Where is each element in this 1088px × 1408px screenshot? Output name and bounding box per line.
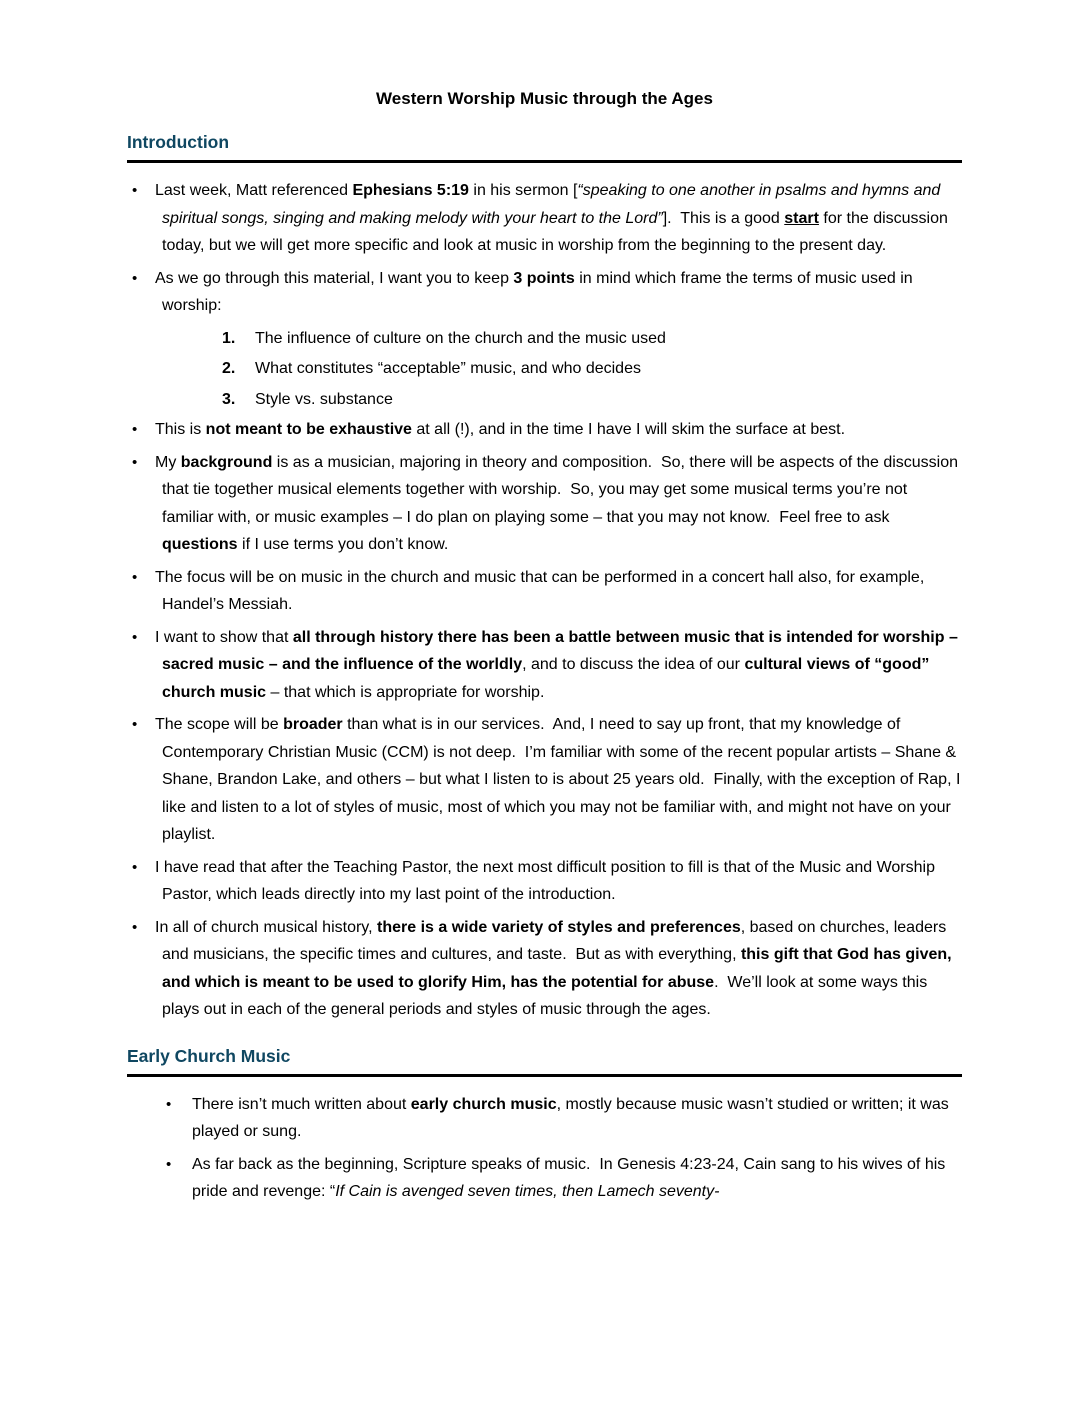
bullet-item [127,177,962,260]
numbered-item [127,386,962,414]
text-run: If Cain is avenged seven times, then Lamech seventy- [335,1183,720,1200]
section-heading: Introduction [127,132,962,163]
text-run: is as a musician, majoring in theory and composition. So, there will be aspects of the discussion that tie together musical elements together with worship. So, you may get some musical terms you’re not familiar with, or music examples – I do plan on playing some – that you may not know. Feel free to ask [162,453,963,526]
bullet-text [127,177,962,260]
numbered-text [127,355,962,383]
text-run: , and to discuss the idea of our [522,656,745,673]
bullet-icon: • [132,453,138,471]
numbered-text [127,325,962,353]
bullet-text [127,265,962,320]
bullet-item [127,711,965,849]
document-body [127,88,965,1206]
section-body [127,1091,962,1206]
text-run: What constitutes “acceptable” music, and who decides [255,360,641,377]
text-run: 3 points [513,269,575,287]
bullet-text [127,416,962,444]
text-run: start [784,209,819,227]
text-run: not meant to be exhaustive [205,421,412,438]
bullet-item [127,624,962,707]
text-run: As far back as the beginning, Scripture speaks of music. In Genesis 4:23-24, Cain sang to his wives of his pride and revenge: “ [192,1155,950,1200]
numbered-item [127,325,962,353]
bullet-item [127,1091,962,1146]
section-heading: Early Church Music [127,1046,962,1077]
text-run: I have read that after the Teaching Pastor, the next most difficult position to fill is that of the Music and Worship Pastor, which leads directly into my last point of the introduction. [155,858,940,903]
text-run: . We’ll look at some ways this plays out in each of the general periods and styles of music through the ages. [162,973,932,1018]
text-run: Ephesians 5:19 [352,182,469,199]
text-run: – that which is appropriate for worship. [266,683,545,701]
text-run: for the discussion today, but we will get more specific and look at music in worship from the beginning to the present day. [162,209,953,254]
bullet-text [127,914,962,1024]
text-run: As we go through this material, I want you to keep [155,269,514,287]
text-run: all through history there has been a battle between music that is intended for worship – sacred music – and the influence of the worldly [162,628,963,673]
text-run: questions [162,536,238,553]
text-run: ]. This is a good [662,209,785,227]
text-run: I want to show that [155,628,293,646]
text-run: This is [155,421,206,438]
bullet-text [127,624,962,707]
text-run: cultural views of “good” church music [162,656,934,701]
text-run: The influence of culture on the church and the music used [255,329,666,347]
bullet-icon: • [132,568,138,586]
text-run: there is a wide variety of styles and preferences [377,918,741,936]
text-run: at all (!), and in the time I have I will skim the surface at best. [411,421,846,438]
text-run: In all of church musical history, [155,918,378,936]
text-run: Last week, Matt referenced [155,182,353,199]
number-label: 1. [222,329,236,347]
number-label: 3. [222,390,236,408]
number-label: 2. [222,360,236,377]
numbered-item [127,355,962,383]
text-run: early church music [410,1095,557,1113]
bullet-text [127,711,965,849]
document-title [127,88,962,110]
bullet-icon: • [132,628,138,646]
text-run: , mostly because music wasn’t studied or written; it was played or sung. [192,1095,954,1140]
bullet-icon: • [132,918,138,936]
bullet-icon: • [166,1155,172,1173]
text-run: broader [283,716,343,733]
bullet-text [127,449,962,559]
text-run: this gift that God has given, and which is meant to be used to glorify Him, has the potential for abuse [162,946,957,991]
text-run: Style vs. substance [255,390,393,408]
bullet-text [127,1151,962,1206]
text-run: than what is in our services. And, I need to say up front, that my knowledge of Contemporary Christian Music (CCM) is not deep. I’m familiar with some of the recent popular artists – Shane & Shane, Brandon Lake, and others – but what I listen to is about 25 years old. Finally, with the exception of Rap, I like and listen to a lot of styles of music, most of which you may not be familiar with, and might not have on your playlist. [162,716,965,843]
bullet-text [127,1091,962,1146]
bullet-text [127,564,962,619]
text-run: in his sermon [ [468,182,578,199]
bullet-icon: • [132,182,138,199]
section-body [127,177,965,1024]
text-run: , based on churches, leaders and musicians, the specific times and cultures, and taste. But as with everything, [162,918,951,963]
bullet-item [127,564,962,619]
bullet-item [127,265,962,320]
text-run: Western Worship Music through the Ages [376,89,713,108]
bullet-icon: • [132,716,138,733]
bullet-icon: • [132,421,138,438]
text-run: My [155,453,181,471]
bullet-icon: • [132,858,138,876]
bullet-item [127,1151,962,1206]
bullet-icon: • [166,1095,172,1113]
text-run: background [180,453,273,471]
text-run: The focus will be on music in the church and music that can be performed in a concert hall also, for example, Handel’s Messiah. [155,568,929,613]
text-run: if I use terms you don’t know. [237,536,449,553]
text-run: There isn’t much written about [192,1095,411,1113]
text-run: The scope will be [155,716,284,733]
bullet-text [127,854,962,909]
numbered-text [127,386,962,414]
bullet-item [127,914,962,1024]
bullet-item [127,854,962,909]
bullet-item [127,449,962,559]
text-run: in mind which frame the terms of music used in worship: [162,269,918,314]
bullet-item [127,416,962,444]
bullet-icon: • [132,269,138,287]
text-run: “speaking to one another in psalms and hymns and spiritual songs, singing and making melody with your heart to the Lord” [162,182,945,227]
